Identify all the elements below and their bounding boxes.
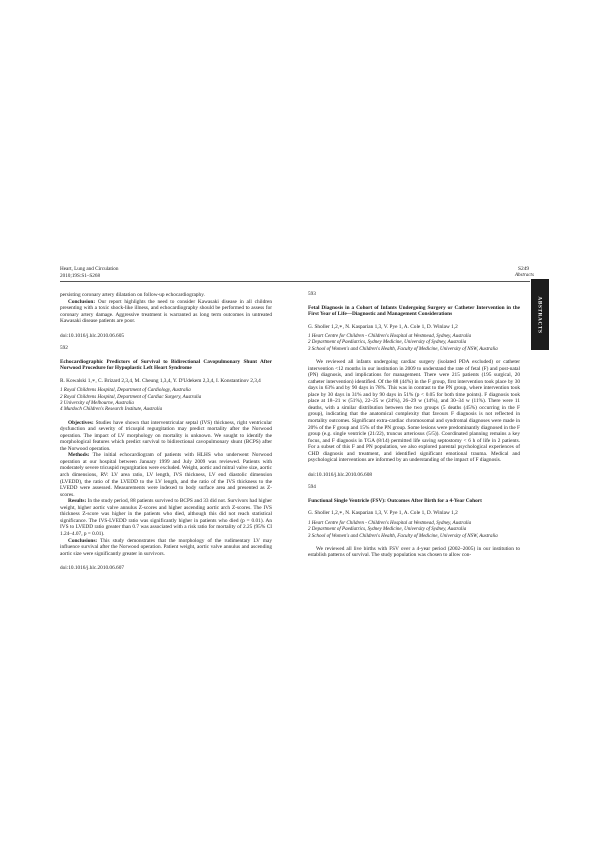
abstract-body: We reviewed all live births with FSV over a 4-year period (2002–2005) in our institution to establish patterns of survival. The study population was chosen to allow con- [308, 545, 520, 559]
abstracts-side-tab [531, 279, 549, 350]
affiliation: 4 Murdoch Children's Research Institute, Australia [60, 407, 163, 413]
methods-paragraph [60, 452, 272, 498]
objectives-label: Objectives: [68, 419, 94, 426]
results-text: In the study period, 88 patients survived to BCPS and 33 did not. Survivors had higher weight, higher aortic valve annulus Z-scores and higher ascending aortic arch Z-scores. The IVS thickness Z-score was higher in the patients who died, although this did not reach statistical significance. The IVS-LVEDD ratio was significantly higher in patients who died (p = 0.01). An IVS to LVEDD ratio greater than 0.7 was associated with a risk ratio for mortality of 2.25 (95% CI 1.24–4.07, p = 0.01). [60, 498, 272, 537]
objectives-paragraph [60, 420, 272, 453]
side-tab-label: ABSTRACTS [537, 295, 544, 334]
conclusion-text: Our report highlights the need to consider Kawasaki disease in all children presenting with a toxic shock-like illness, and echocardiography should be performed to assess for coronary artery damage. Aggressive treatment is warranted as long term outcomes in untreated Kawasaki disease patients are poor. [60, 298, 272, 325]
affiliation: 1 Heart Centre for Children - Children's Hospital at Westmead, Sydney, Australia [308, 521, 472, 527]
conclusions-text: This study demonstrates that the morphology of the rudimentary LV may influence survival after the Norwood operation. Patient weight, aortic valve annulus and ascending aortic size were significantly greater in survivors. [60, 537, 273, 557]
conclusions-label: Conclusions: [68, 537, 98, 544]
header-divider [60, 281, 530, 282]
journal-volume: 2010;19S:S1–S268 [60, 272, 101, 279]
abstract-title: Fetal Diagnosis in a Cohort of Infants Undergoing Surgery or Catheter Intervention in the First Year of Life—Diagnostic and Management Considerations [308, 304, 520, 318]
page-number: S249 [518, 266, 530, 272]
abstract-title: Echocardiographic Predictors of Survival to Bidirectional Cavopulmonary Shunt After Norwood Procedure for Hypoplastic Left Heart Syndrome [60, 358, 272, 372]
affiliation: 1 Heart Centre for Children - Children's Hospital at Westmead, Sydney, Australia [308, 334, 472, 340]
methods-label: Methods: [68, 452, 90, 459]
affiliation-list [308, 521, 520, 540]
affiliation-list [308, 334, 520, 353]
continuation-text: persisting coronary artery dilatation on follow-up echocardiography. [60, 292, 205, 298]
section-name: Abstracts [515, 273, 534, 278]
affiliation: 3 School of Women's and Children's Health, Faculty of Medicine, University of NSW, Australia [308, 533, 498, 539]
abstract-number: 592 [60, 345, 68, 352]
objectives-text: Studies have shown that interventricular septal (IVS) thickness, right ventricular dysfunction and severity of tricuspid regurgitation may predict mortality after the Norwood operation. The impact of LV morphology on mortality is unknown. We sought to identify the morphological features which predict survival to bidirectional cavopulmonary shunt (BCPS) after the Norwood operation. [60, 419, 272, 452]
results-label: Results: [68, 498, 87, 505]
journal-name: Heart, Lung and Circulation [60, 266, 119, 272]
author-list: R. Kowalski 1,∗, C. Brizard 2,3,4, M. Cheung 1,3,4, Y. D'Udekem 2,3,4, I. Konstantinov 2,3,4 [60, 377, 261, 384]
abstract-title: Functional Single Ventricle (FSV): Outcomes After Birth for a 4-Year Cohort [308, 497, 482, 504]
author-list: G. Sholler 1,2,∗, N. Kasparian 1,3, V. Pye 1, A. Cole 1, D. Winlaw 1,2 [308, 510, 458, 517]
doi-link[interactable]: doi:10.1016/j.hlc.2010.06.605 [60, 332, 125, 339]
abstract-body: We reviewed all infants undergoing cardiac surgery (isolated PDA excluded) or catheter intervention <12 months in our institution in 2009 to understand the rate of fetal (F) and post-natal (PN) diagnosis, and implications for management. There were 215 patients (195 surgical, 20 catheter intervention) identified. Of the 88 (44%) in the F group, first intervention took place by 30 days in 63% and by 90 days in 78%. This was in contrast to the PN group, where intervention took place by 30 days in 31% and by 90 days in 51% (p < 0.05 for both time points). F diagnosis took place at 18–21 w (51%), 22–25 w (24%), 26–29 w (14%), and 30–34 w (11%). There were 11 deaths, with a similar distribution between the two groups (5 deaths (45%) occurring in the F group), indicating that the anatomical complexity that favours F diagnosis is not reflected in mortality outcomes. Significant extra-cardiac chromosomal and syndromal diagnoses were made in 20% of the F group and 15% of the PN group. Some lesions were predominantly diagnosed in the F group (e.g. single ventricle (21/22), truncus arteriosus (5/5)). Coordinated planning remains a key focus, and F diagnosis in TGA (8/14) permitted life saving septostomy < 6 h of life in 2 patients. For a subset of this F and PN population, we also explored parental psychological experiences of CHD diagnosis and treatment, and identified significant emotional trauma. Medical and psychological interventions are informed by an understanding of the impact of F diagnosis. [308, 359, 520, 464]
author-list: G. Sholler 1,2,∗, N. Kasparian 1,3, V. Pye 1, A. Cole 1, D. Winlaw 1,2 [308, 323, 458, 330]
affiliation: 2 Royal Childrens Hospital, Department of Cardiac Surgery, Australia [60, 394, 202, 400]
conclusion-label: Conclusion: [68, 298, 96, 305]
affiliation: 3 School of Women's and Children's Health, Faculty of Medicine, University of NSW, Australia [308, 346, 498, 352]
right-column [308, 291, 520, 559]
affiliation: 3 University of Melbourne, Australia [60, 401, 134, 407]
conclusion-paragraph [60, 299, 272, 325]
affiliation-list [60, 388, 272, 413]
affiliation: 1 Royal Childrens Hospital, Department of Cardiology, Australia [60, 388, 191, 394]
methods-text: The initial echocardiogram of patients with HLHS who underwent Norwood operation at our hospital between January 1999 and July 2009 was reviewed. Patients with moderately severe tricuspid regurgitation were excluded. Weight, aortic and mitral valve size, aortic arch dimensions, RV: LV area ratio, LV length, IVS thickness, LV end diastolic dimension (LVEDD), the ratio of the LVEDD to the LV length, and the ratio of the IVS thickness to the LVEDD were assessed. Measurements were indexed to body surface area and presented as Z-scores. [60, 452, 272, 498]
doi-link[interactable]: doi:10.1016/j.hlc.2010.06.608 [308, 471, 373, 478]
abstract-number: 593 [308, 291, 316, 297]
affiliation: 2 Department of Paediatrics, Sydney Medicine, University of Sydney, Australia [308, 340, 467, 346]
left-column [60, 292, 272, 572]
results-paragraph [60, 498, 272, 537]
conclusions-paragraph [60, 538, 272, 558]
abstract-number: 594 [308, 484, 316, 491]
affiliation: 2 Department of Paediatrics, Sydney Medicine, University of Sydney, Australia [308, 527, 467, 533]
running-header [60, 266, 119, 279]
doi-link[interactable]: doi:10.1016/j.hlc.2010.06.607 [60, 565, 125, 572]
